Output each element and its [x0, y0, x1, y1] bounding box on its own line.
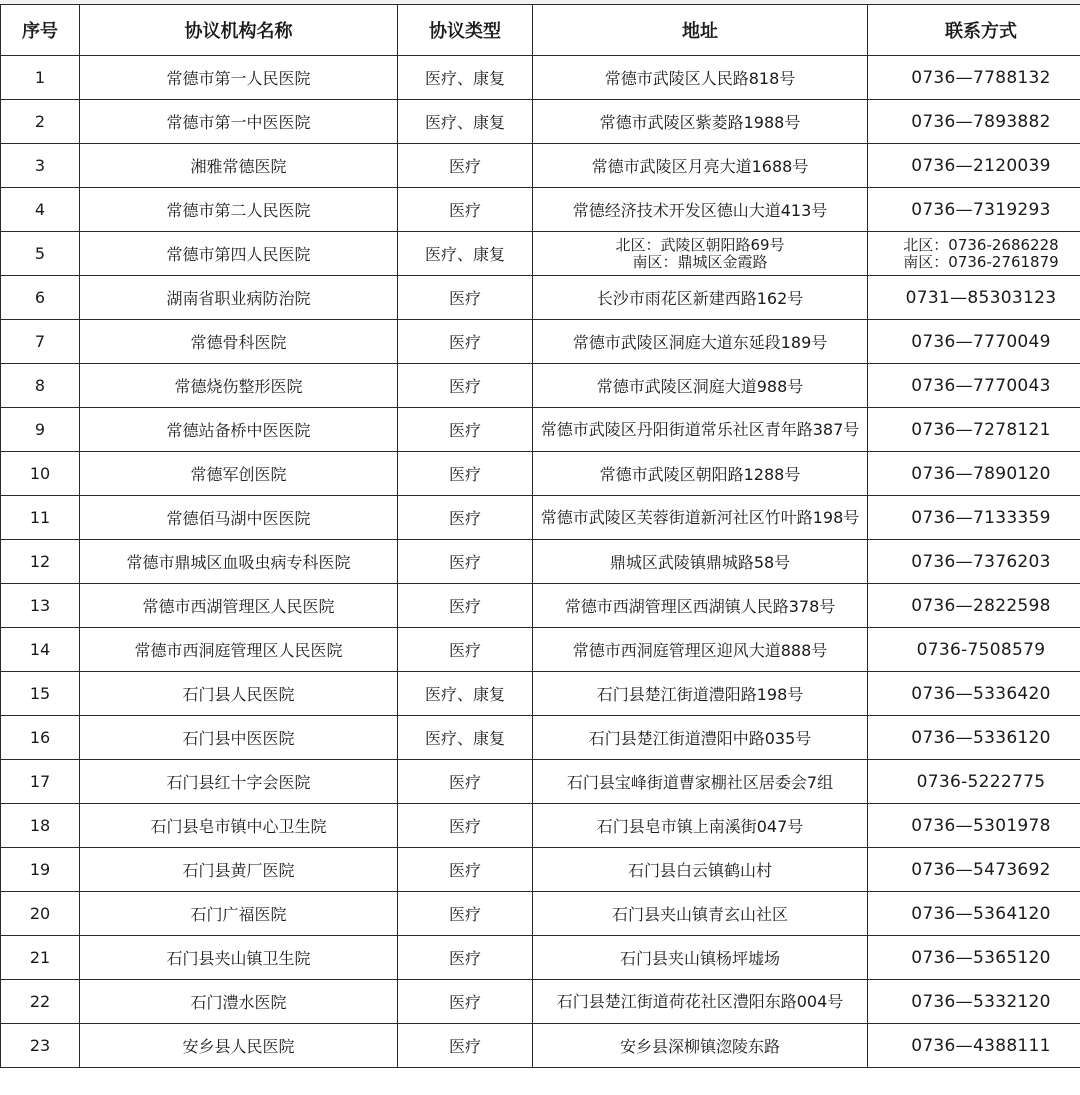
cell-name: 常德市第二人民医院: [80, 188, 398, 232]
cell-address: 石门县夹山镇杨坪墟场: [533, 936, 868, 980]
cell-address: 常德市西湖管理区西湖镇人民路378号: [533, 584, 868, 628]
table-row: [1, 540, 1080, 584]
cell-no: 2: [1, 100, 80, 144]
cell-address: 石门县楚江街道澧阳中路035号: [533, 716, 868, 760]
table-row: [1, 848, 1080, 892]
cell-contact: 0736—5336120: [868, 716, 1080, 760]
header-contact: 联系方式: [868, 5, 1080, 56]
cell-name: 常德站备桥中医医院: [80, 408, 398, 452]
cell-type: 医疗: [398, 276, 533, 320]
cell-address: 常德市武陵区丹阳街道常乐社区青年路387号: [533, 408, 868, 452]
cell-type: 医疗、康复: [398, 56, 533, 100]
cell-type: 医疗: [398, 804, 533, 848]
cell-contact: 0736-5222775: [868, 760, 1080, 804]
contact-line: 北区：0736-2686228: [903, 235, 1059, 254]
table-row: [1, 276, 1080, 320]
cell-address: 常德经济技术开发区德山大道413号: [533, 188, 868, 232]
cell-type: 医疗: [398, 408, 533, 452]
cell-type: 医疗: [398, 584, 533, 628]
cell-type: 医疗: [398, 980, 533, 1024]
table-row: [1, 936, 1080, 980]
table-row: [1, 1024, 1080, 1068]
table-row: [1, 232, 1080, 276]
cell-name: 常德佰马湖中医医院: [80, 496, 398, 540]
cell-address: 常德市西洞庭管理区迎风大道888号: [533, 628, 868, 672]
cell-address: 石门县夹山镇青玄山社区: [533, 892, 868, 936]
cell-name: 石门县皂市镇中心卫生院: [80, 804, 398, 848]
cell-address: 石门县楚江街道澧阳路198号: [533, 672, 868, 716]
cell-name: 湘雅常德医院: [80, 144, 398, 188]
cell-no: 12: [1, 540, 80, 584]
cell-name: 常德军创医院: [80, 452, 398, 496]
cell-type: 医疗: [398, 848, 533, 892]
table-row: [1, 892, 1080, 936]
cell-contact: 0736—2822598: [868, 584, 1080, 628]
cell-contact: 0736—5336420: [868, 672, 1080, 716]
header-row: [1, 5, 1080, 56]
cell-name: 常德市西湖管理区人民医院: [80, 584, 398, 628]
cell-name: 石门县红十字会医院: [80, 760, 398, 804]
cell-type: 医疗: [398, 364, 533, 408]
cell-address: 常德市武陵区朝阳路1288号: [533, 452, 868, 496]
cell-name: 安乡县人民医院: [80, 1024, 398, 1068]
cell-type: 医疗: [398, 760, 533, 804]
table-row: [1, 980, 1080, 1024]
cell-name: 石门县人民医院: [80, 672, 398, 716]
cell-name: 常德市西洞庭管理区人民医院: [80, 628, 398, 672]
cell-contact: 0736—5364120: [868, 892, 1080, 936]
header-type: 协议类型: [398, 5, 533, 56]
cell-type: 医疗、康复: [398, 716, 533, 760]
cell-contact: 0736-7508579: [868, 628, 1080, 672]
cell-no: 5: [1, 232, 80, 276]
table-row: [1, 716, 1080, 760]
table-row: [1, 144, 1080, 188]
cell-type: 医疗: [398, 892, 533, 936]
table-row: [1, 408, 1080, 452]
cell-contact: 0736—7376203: [868, 540, 1080, 584]
cell-address: [533, 232, 868, 276]
table-row: [1, 100, 1080, 144]
cell-no: 4: [1, 188, 80, 232]
cell-address: 安乡县深柳镇淴陵东路: [533, 1024, 868, 1068]
cell-contact: 0736—7278121: [868, 408, 1080, 452]
contact-line: 南区：0736-2761879: [903, 252, 1059, 271]
cell-type: 医疗: [398, 936, 533, 980]
cell-contact: 0736—7890120: [868, 452, 1080, 496]
cell-contact: 0736—5365120: [868, 936, 1080, 980]
cell-contact: 0736—5332120: [868, 980, 1080, 1024]
cell-name: 常德市第四人民医院: [80, 232, 398, 276]
cell-no: 19: [1, 848, 80, 892]
cell-name: 湖南省职业病防治院: [80, 276, 398, 320]
table-body: [1, 56, 1080, 1068]
cell-contact: 0736—7788132: [868, 56, 1080, 100]
cell-name: 常德骨科医院: [80, 320, 398, 364]
cell-name: 石门县黄厂医院: [80, 848, 398, 892]
cell-name: 石门广福医院: [80, 892, 398, 936]
cell-no: 10: [1, 452, 80, 496]
table-row: [1, 56, 1080, 100]
table-row: [1, 584, 1080, 628]
cell-no: 14: [1, 628, 80, 672]
cell-type: 医疗、康复: [398, 672, 533, 716]
cell-no: 8: [1, 364, 80, 408]
cell-name: 常德市第一中医医院: [80, 100, 398, 144]
table-row: [1, 364, 1080, 408]
table-row: [1, 672, 1080, 716]
cell-address: 常德市武陵区人民路818号: [533, 56, 868, 100]
cell-no: 23: [1, 1024, 80, 1068]
table-row: [1, 804, 1080, 848]
cell-contact: 0736—7893882: [868, 100, 1080, 144]
cell-no: 20: [1, 892, 80, 936]
cell-no: 3: [1, 144, 80, 188]
cell-address: 石门县楚江街道荷花社区澧阳东路004号: [533, 980, 868, 1024]
cell-contact: 0731—85303123: [868, 276, 1080, 320]
cell-contact: 0736—7770043: [868, 364, 1080, 408]
cell-name: 常德市鼎城区血吸虫病专科医院: [80, 540, 398, 584]
cell-name: 常德市第一人民医院: [80, 56, 398, 100]
cell-no: 22: [1, 980, 80, 1024]
header-name: 协议机构名称: [80, 5, 398, 56]
cell-type: 医疗: [398, 144, 533, 188]
cell-contact: 0736—7133359: [868, 496, 1080, 540]
header-no: 序号: [1, 5, 80, 56]
cell-no: 9: [1, 408, 80, 452]
cell-contact: [868, 232, 1080, 276]
cell-contact: 0736—7770049: [868, 320, 1080, 364]
cell-contact: 0736—5473692: [868, 848, 1080, 892]
cell-no: 21: [1, 936, 80, 980]
cell-contact: 0736—5301978: [868, 804, 1080, 848]
cell-address: 石门县白云镇鹤山村: [533, 848, 868, 892]
cell-no: 13: [1, 584, 80, 628]
cell-type: 医疗: [398, 188, 533, 232]
cell-contact: 0736—4388111: [868, 1024, 1080, 1068]
cell-type: 医疗、康复: [398, 232, 533, 276]
cell-contact: 0736—7319293: [868, 188, 1080, 232]
cell-address: 石门县皂市镇上南溪街047号: [533, 804, 868, 848]
cell-address: 石门县宝峰街道曹家棚社区居委会7组: [533, 760, 868, 804]
table-row: [1, 188, 1080, 232]
cell-type: 医疗: [398, 452, 533, 496]
cell-no: 1: [1, 56, 80, 100]
cell-type: 医疗: [398, 540, 533, 584]
cell-name: 常德烧伤整形医院: [80, 364, 398, 408]
cell-no: 7: [1, 320, 80, 364]
cell-address: 长沙市雨花区新建西路162号: [533, 276, 868, 320]
cell-type: 医疗: [398, 1024, 533, 1068]
cell-no: 15: [1, 672, 80, 716]
cell-name: 石门县中医医院: [80, 716, 398, 760]
institution-table: [0, 4, 1080, 1068]
cell-type: 医疗、康复: [398, 100, 533, 144]
cell-address: 常德市武陵区月亮大道1688号: [533, 144, 868, 188]
cell-type: 医疗: [398, 496, 533, 540]
cell-no: 11: [1, 496, 80, 540]
cell-address: 常德市武陵区洞庭大道988号: [533, 364, 868, 408]
header-address: 地址: [533, 5, 868, 56]
cell-type: 医疗: [398, 320, 533, 364]
cell-name: 石门县夹山镇卫生院: [80, 936, 398, 980]
address-line: 南区：鼎城区金霞路: [632, 252, 768, 271]
address-line: 北区：武陵区朝阳路69号: [615, 235, 785, 254]
cell-no: 17: [1, 760, 80, 804]
cell-no: 18: [1, 804, 80, 848]
cell-address: 鼎城区武陵镇鼎城路58号: [533, 540, 868, 584]
cell-contact: 0736—2120039: [868, 144, 1080, 188]
cell-no: 6: [1, 276, 80, 320]
cell-address: 常德市武陵区洞庭大道东延段189号: [533, 320, 868, 364]
cell-type: 医疗: [398, 628, 533, 672]
cell-address: 常德市武陵区芙蓉街道新河社区竹叶路198号: [533, 496, 868, 540]
table-row: [1, 628, 1080, 672]
table-row: [1, 320, 1080, 364]
table-row: [1, 760, 1080, 804]
cell-address: 常德市武陵区紫菱路1988号: [533, 100, 868, 144]
cell-name: 石门澧水医院: [80, 980, 398, 1024]
table-row: [1, 496, 1080, 540]
table-row: [1, 452, 1080, 496]
cell-no: 16: [1, 716, 80, 760]
